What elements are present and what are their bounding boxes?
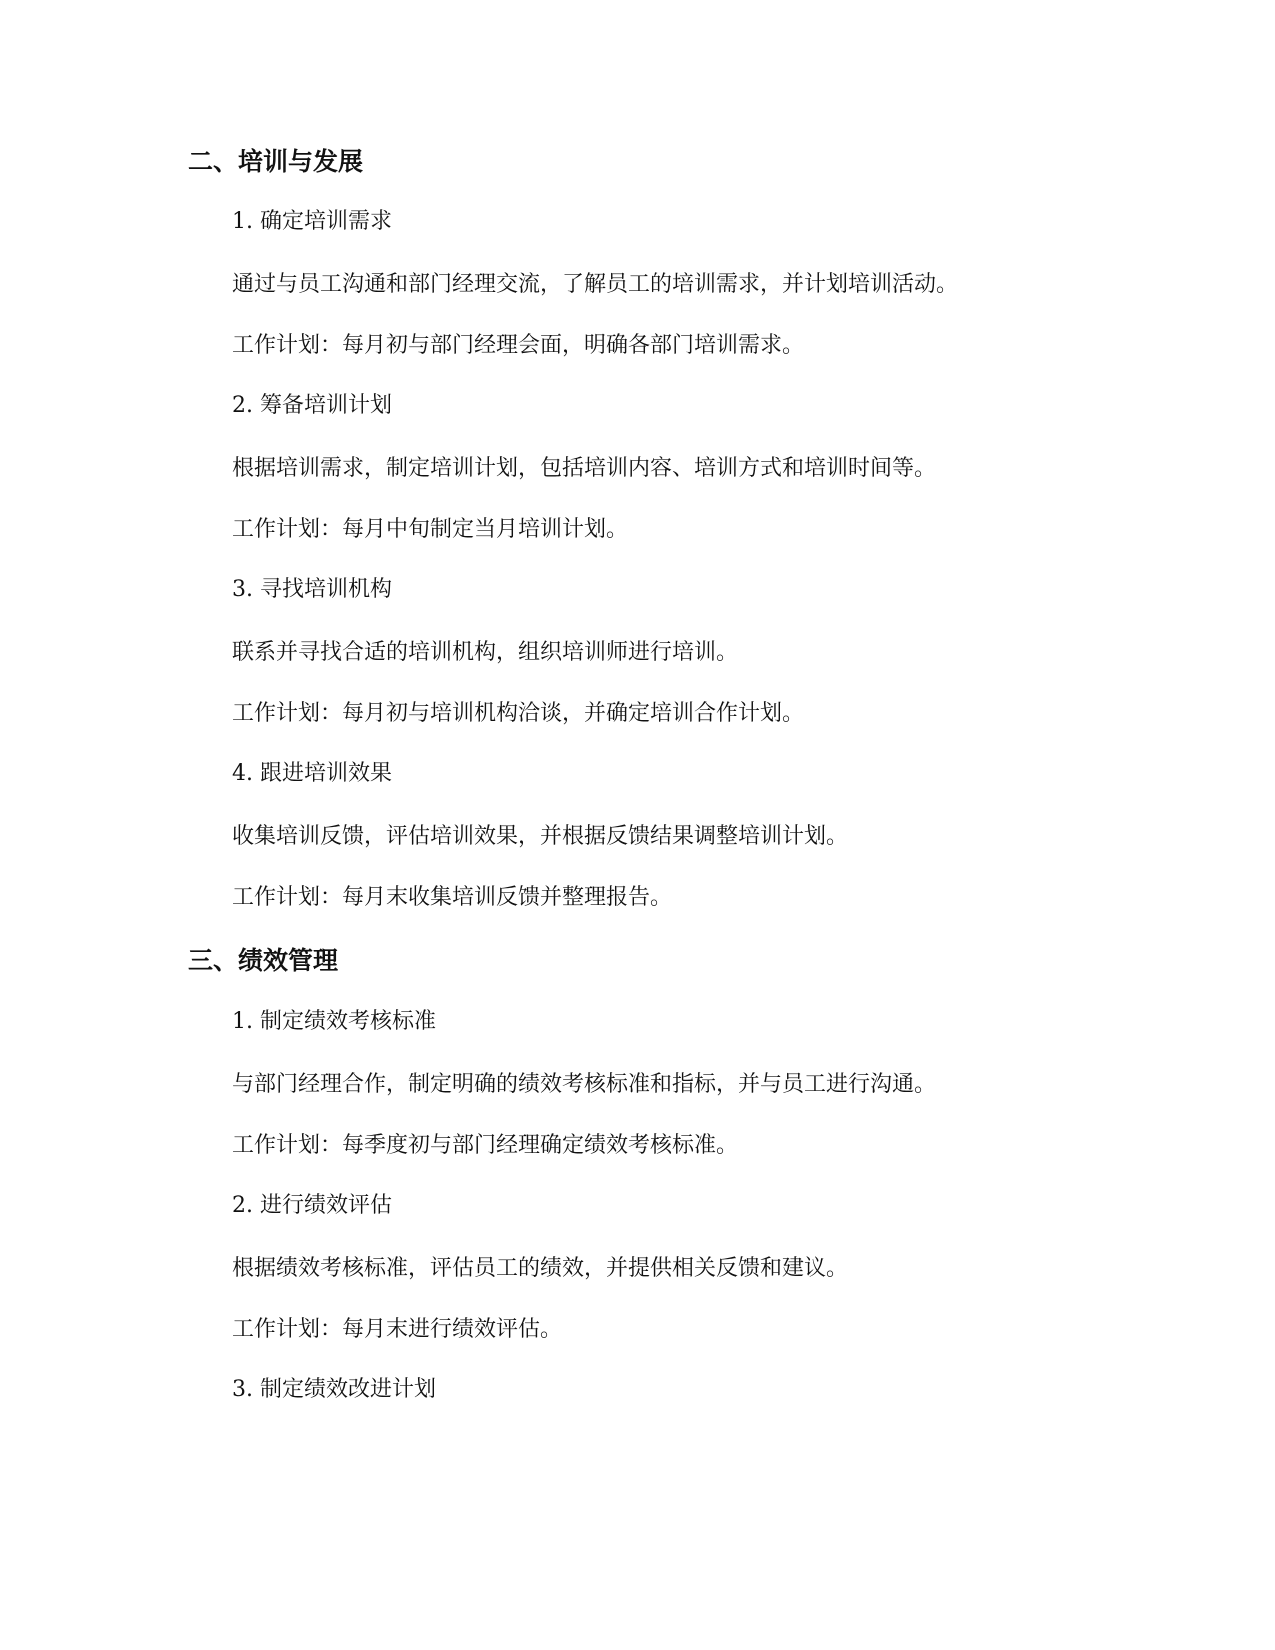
item-title: 1. 制定绩效考核标准 — [232, 1009, 436, 1034]
item-title: 1. 确定培训需求 — [232, 209, 392, 234]
item-description: 与部门经理合作，制定明确的绩效考核标准和指标，并与员工进行沟通。 — [232, 1072, 937, 1097]
item-title: 3. 寻找培训机构 — [232, 577, 392, 602]
item-title: 3. 制定绩效改进计划 — [232, 1377, 436, 1402]
item-plan: 工作计划：每月末收集培训反馈并整理报告。 — [232, 885, 673, 910]
item-plan: 工作计划：每月初与部门经理会面，明确各部门培训需求。 — [232, 333, 805, 358]
item-title: 2. 进行绩效评估 — [232, 1193, 392, 1218]
item-description: 通过与员工沟通和部门经理交流，了解员工的培训需求，并计划培训活动。 — [232, 272, 959, 297]
item-description: 根据培训需求，制定培训计划，包括培训内容、培训方式和培训时间等。 — [232, 456, 937, 481]
item-description: 收集培训反馈，评估培训效果，并根据反馈结果调整培训计划。 — [232, 824, 849, 849]
item-plan: 工作计划：每月末进行绩效评估。 — [232, 1317, 563, 1342]
item-plan: 工作计划：每季度初与部门经理确定绩效考核标准。 — [232, 1133, 739, 1158]
section-heading-training: 二、培训与发展 — [188, 147, 364, 176]
item-plan: 工作计划：每月中旬制定当月培训计划。 — [232, 517, 629, 542]
item-title: 2. 筹备培训计划 — [232, 393, 392, 418]
section-heading-performance: 三、绩效管理 — [188, 946, 339, 975]
item-title: 4. 跟进培训效果 — [232, 761, 392, 786]
item-description: 根据绩效考核标准，评估员工的绩效，并提供相关反馈和建议。 — [232, 1256, 849, 1281]
item-plan: 工作计划：每月初与培训机构洽谈，并确定培训合作计划。 — [232, 701, 805, 726]
item-description: 联系并寻找合适的培训机构，组织培训师进行培训。 — [232, 640, 739, 665]
